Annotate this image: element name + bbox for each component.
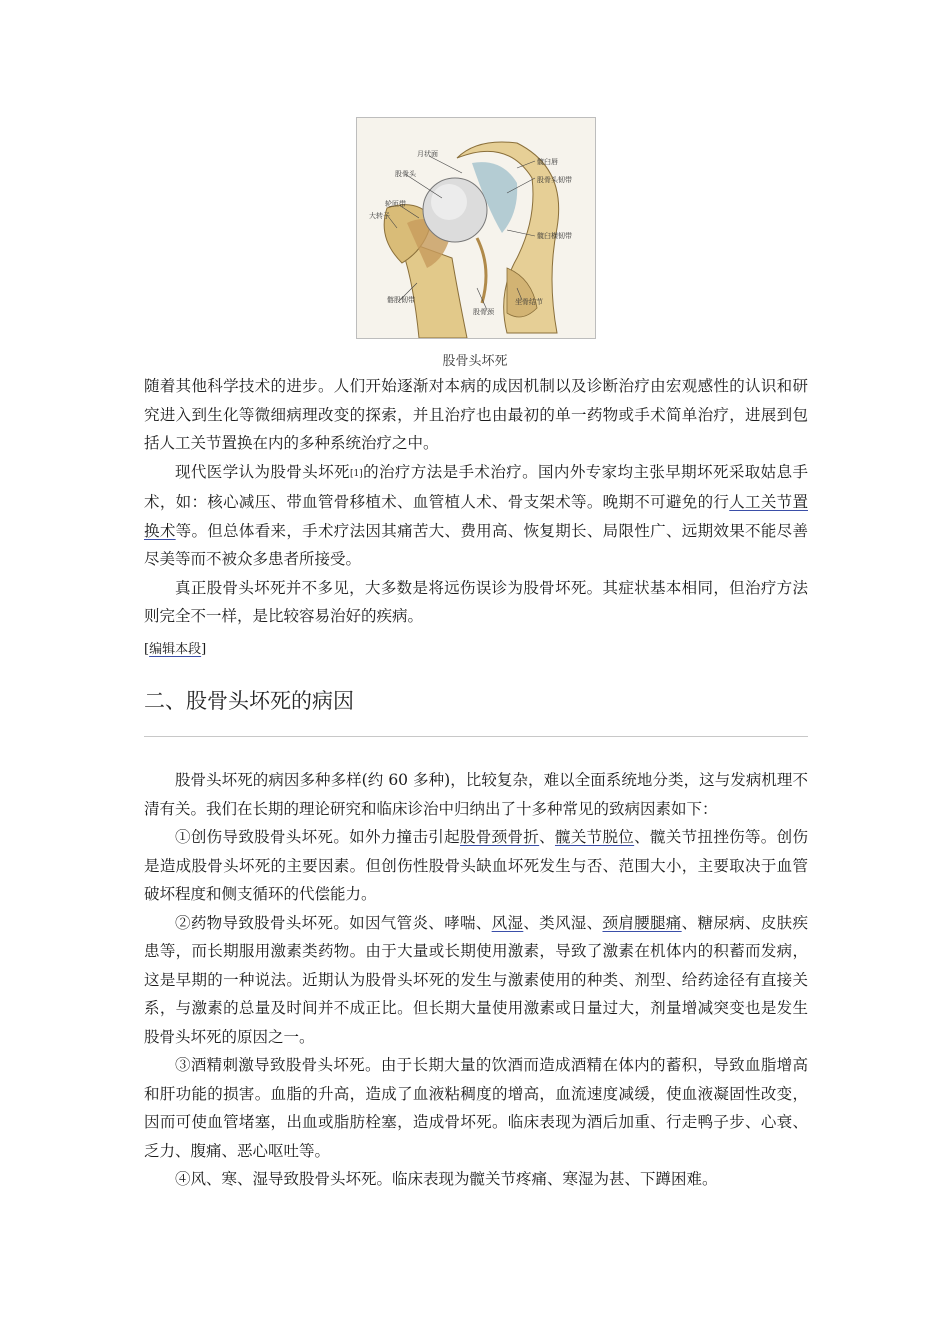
figure-label: 股骨头韧带 [537,176,572,184]
figure-label: 股骨颈 [473,308,494,316]
paragraph-text: 现代医学认为股骨头坏死 [175,462,350,481]
paragraph-text: 等。但总体看来，手术疗法因其痛苦大、费用高、恢复期长、局限性广、远期效果不能尽善尽美等而不被众多患者所接受。 [144,521,808,568]
paragraph: 真正股骨头坏死并不多见，大多数是将远伤误诊为股骨坏死。其症状基本相同，但治疗方法则完全不一样，是比较容易治好的疾病。 [144,578,808,625]
paragraph [144,909,808,1052]
paragraph-text: 、髋关节扭挫伤等。创伤是造成股骨头坏死的主要因素。但创伤性股骨头缺血坏死发生与否、范围大小，主要取决于血管破坏程度和侧支循环的代偿能力。 [144,828,808,903]
bracket: ] [201,642,207,657]
reference-marker[interactable]: [1] [349,468,363,479]
neck-shoulder-back-pain-link[interactable]: 颈肩腰腿痛 [602,913,682,932]
figure-label: 髋臼横韧带 [537,232,572,240]
paragraph [144,823,808,909]
heading-divider [144,736,808,737]
figure-label: 股骨头 [395,170,416,178]
paragraph: 股骨头坏死的病因多种多样(约 60 多种)，比较复杂，难以全面系统地分类，这与发病机理不清有关。我们在长期的理论研究和临床诊治中归纳出了十多种常见的致病因素如下： [144,771,808,818]
paragraph: ④风、寒、湿导致股骨头坏死。临床表现为髋关节疼痛、寒湿为甚、下蹲困难。 [175,1170,718,1188]
figure-label: 轮匝带 [385,200,406,208]
section-heading: 二、股骨头坏死的病因 [144,689,354,713]
paragraph-text: 的治疗方法是手术治疗。国内外专家均主张早期坏死采取姑息手术，如：核心减压、带血管骨移植术、血管植人术、骨支架术等。晚期不可避免的行 [144,462,808,511]
figure-label: 髋臼唇 [537,158,558,166]
figure-caption: 股骨头坏死 [442,354,508,369]
paragraph-text: 、糖尿病、皮肤疾患等，而长期服用激素类药物。由于大量或长期使用激素，导致了激素在机体内的积蓄而发病，这是早期的一种说法。近期认为股骨头坏死的发生与激素使用的种类、剂型、给药途径有直接关系，与激素的总量及时间并不成正比。但长期大量使用激素或日量过大，剂量增减突变也是发生股骨头坏死的原因之一。 [144,913,808,1046]
figure-label: 髂股韧带 [387,296,415,304]
paragraph-text: ②药物导致股骨头坏死。如因气管炎、哮喘、 [175,913,492,932]
artificial-joint-link[interactable]: 人工关节置换术 [144,493,808,540]
paragraph-text: 、 [539,828,555,846]
hip-anatomy-figure [356,117,596,339]
paragraph: 随着其他科学技术的进步。人们开始逐渐对本病的成因机制以及诊断治疗由宏观感性的认识和研究进入到生化等微细病理改变的探索，并且治疗也由最初的单一药物或手术简单治疗，进展到包括人工关节置换在内的多种系统治疗之中。 [144,377,808,452]
edit-section-link[interactable]: 编辑本段 [149,642,202,657]
femoral-neck-fracture-link[interactable]: 股骨颈骨折 [459,828,540,846]
figure-label: 大转子 [369,212,390,220]
section2-body [144,766,808,1194]
paragraph: ③酒精刺激导致股骨头坏死。由于长期大量的饮酒而造成酒精在体内的蓄积，导致血脂增高和肝功能的损害。血脂的升高，造成了血液粘稠度的增高，血流速度减缓，使血液凝固性改变，因而可使血管堵塞，出血或脂肪栓塞，造成骨坏死。临床表现为酒后加重、行走鸭子步、心衰、乏力、腹痛、恶心呕吐等。 [144,1056,808,1160]
figure-label: 坐骨结节 [515,298,543,306]
bracket: [ [144,642,150,657]
rheumatism-link[interactable]: 风湿 [491,913,524,932]
paragraph-text: 、类风湿、 [523,913,603,932]
edit-section [144,638,206,657]
section1-body [144,372,808,631]
paragraph [144,458,808,574]
hip-joint-illustration [357,118,595,338]
hip-dislocation-link[interactable]: 髋关节脱位 [554,828,635,846]
paragraph-text: ①创伤导致股骨头坏死。如外力撞击引起 [175,828,460,846]
figure-label: 月状面 [417,150,438,158]
